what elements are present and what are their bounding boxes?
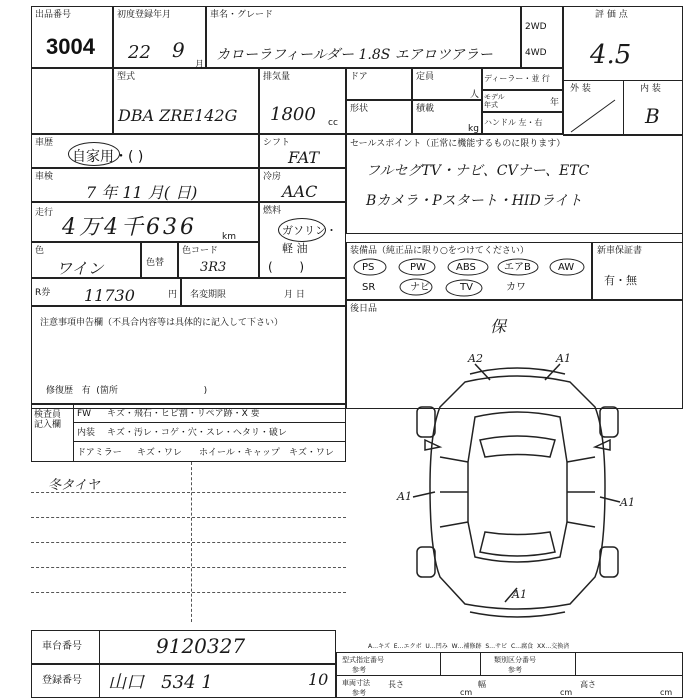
warranty-label: 新車保証書 xyxy=(597,246,643,256)
mirror-options: キズ・ワレ xyxy=(137,448,182,458)
lot-lower-box xyxy=(31,68,113,134)
fuel-circle xyxy=(278,218,326,242)
mark-a1-front: A1 xyxy=(556,352,571,365)
sales-line2: Bカメラ・Pスタート・HIDライト xyxy=(366,193,583,209)
month-unit: 月 xyxy=(195,60,205,70)
ac-value: AAC xyxy=(282,182,318,201)
r-unit: 円 xyxy=(168,290,178,300)
name-label: 車名・グレード xyxy=(210,10,274,20)
name-value: カローラフィールダー 1.8S エアロツアラー xyxy=(216,47,493,63)
wheel-label: ホイール・キャップ xyxy=(199,448,280,458)
cm-3: cm xyxy=(660,688,673,697)
name-change-unit: 月 日 xyxy=(284,290,305,300)
equip-label: 装備品（純正品に限り○をつけてください） xyxy=(350,246,529,256)
hand-note: 冬タイヤ xyxy=(48,478,100,493)
fuel-value: ガソリン・軽 油 xyxy=(282,224,337,255)
car-diagram xyxy=(395,352,640,622)
ext-label: 外 装 xyxy=(570,84,591,94)
len-label: 長さ xyxy=(388,680,404,689)
plate-value: 山口 534 1 xyxy=(108,672,213,693)
equip-abs: ABS xyxy=(456,262,476,273)
ext-slash-mark xyxy=(565,96,621,136)
fw-options: キズ・飛石・ヒビ割・リペア跡・X 要 xyxy=(107,409,260,419)
reg-year: 22 xyxy=(128,42,151,63)
lot-number: 3004 xyxy=(46,34,95,59)
ext-int-divider xyxy=(623,80,624,136)
wid-label: 幅 xyxy=(478,680,486,689)
cap-unit: 人 xyxy=(470,90,480,100)
plate-label: 登録番号 xyxy=(42,675,82,686)
hei-label: 高さ xyxy=(580,680,596,689)
dealer-label: ディーラー・並 行 xyxy=(484,74,550,83)
equip-ps: PS xyxy=(362,262,375,273)
inspect-value: 7 年 11 月( 日) xyxy=(86,183,198,202)
equip-sr: SR xyxy=(362,282,376,293)
class-label: 類別区分番号 xyxy=(494,656,536,664)
wheel-options: キズ・ワレ xyxy=(289,448,334,458)
name-change-label: 名変期限 xyxy=(190,290,227,300)
color-change-label: 色替 xyxy=(146,258,165,268)
plate-class: 10 xyxy=(308,670,329,689)
mark-a1-rear: A1 xyxy=(512,588,527,601)
sales-line1: フルセグTV・ナビ、CVナー、ETC xyxy=(366,163,590,179)
mileage-unit: km xyxy=(222,232,236,242)
wd2-label: 2WD xyxy=(525,22,547,32)
type-label: 型式指定番号 xyxy=(342,656,384,664)
color-value: ワイン xyxy=(56,259,104,278)
equip-pw: PW xyxy=(410,262,426,273)
mileage-label: 走行 xyxy=(35,208,54,218)
equip-circles xyxy=(346,256,592,300)
r-label: R券 xyxy=(35,288,51,298)
int-label: 内 装 xyxy=(640,84,661,94)
shift-label: シフト xyxy=(263,138,291,148)
cm-1: cm xyxy=(460,688,473,697)
sales-label: セールスポイント（正常に機能するものに限ります） xyxy=(350,139,566,149)
inspector-grid xyxy=(73,404,346,462)
mark-a2: A2 xyxy=(468,352,483,365)
chassis-value: 9120327 xyxy=(156,634,246,658)
equip-aw: AW xyxy=(558,262,575,273)
door-label: ドア xyxy=(350,72,368,82)
color-code-value: 3R3 xyxy=(200,260,227,275)
mark-a1-right: A1 xyxy=(620,496,635,509)
usage-label: 車歴 xyxy=(35,138,54,148)
model-label: 型式 xyxy=(117,72,136,82)
disp-value: 1800 xyxy=(270,104,316,125)
wd4-label: 4WD xyxy=(525,48,547,58)
warranty-value: 有・無 xyxy=(604,274,637,287)
r-value: 11730 xyxy=(84,286,135,305)
weight-unit: kg xyxy=(468,124,479,134)
model-value: DBA ZRE142G xyxy=(118,106,238,125)
handle-label: ハンドル 左・右 xyxy=(484,118,543,127)
fuel-label: 燃料 xyxy=(263,206,282,216)
year-unit: 年 xyxy=(550,98,560,108)
usage-circle xyxy=(68,142,120,166)
fuel-paren: ( ) xyxy=(268,260,305,274)
mileage-value: 4万4千636 xyxy=(62,215,197,240)
notes-label: 注意事項申告欄（不具合内容等は具体的に記入して下さい） xyxy=(40,318,284,328)
disp-label: 排気量 xyxy=(263,72,291,82)
after-value: 保 xyxy=(490,317,507,336)
mirror-label: ドアミラー xyxy=(77,448,122,458)
ac-label: 冷房 xyxy=(263,172,282,182)
interior-options: キズ・汚レ・コゲ・穴・スレ・ヘタリ・破レ xyxy=(107,428,287,438)
after-label: 後日品 xyxy=(350,304,378,314)
type-sub: 参考 xyxy=(352,666,366,674)
disp-unit: cc xyxy=(328,118,338,128)
equip-navi: ナビ xyxy=(410,282,430,293)
chassis-label: 車台番号 xyxy=(42,641,82,652)
shape-label: 形状 xyxy=(350,104,369,114)
interior-label: 内装 xyxy=(77,428,96,438)
usage-box xyxy=(31,134,259,168)
mark-a1-left: A1 xyxy=(397,490,412,503)
int-score: B xyxy=(645,104,660,128)
usage-value: 自家用・( ) xyxy=(72,149,144,165)
size-label: 車両寸法 xyxy=(342,679,370,687)
repair-label: 修復歴 有 (箇所 ) xyxy=(46,386,208,396)
class-sub: 参考 xyxy=(508,666,522,674)
shift-value: FAT xyxy=(288,148,320,167)
equip-leather: カワ xyxy=(506,282,526,293)
wd-box xyxy=(521,6,563,68)
cap-label: 定員 xyxy=(416,72,435,82)
size-sub: 参考 xyxy=(352,689,366,697)
weight-label: 積載 xyxy=(416,104,435,114)
inspector-label: 検査員 記入欄 xyxy=(34,410,62,430)
score-label: 評 価 点 xyxy=(595,10,628,20)
fw-label: FW xyxy=(77,409,92,419)
first-reg-label: 初度登録年月 xyxy=(117,10,172,20)
sales-box xyxy=(346,134,683,234)
score-value: 4.5 xyxy=(590,40,632,70)
color-code-label: 色コード xyxy=(182,246,219,256)
color-label: 色 xyxy=(35,246,45,256)
year-label: モデル 年式 xyxy=(484,93,505,109)
lot-label: 出品番号 xyxy=(35,10,72,20)
reg-month: 9 xyxy=(172,38,185,62)
inspect-label: 車検 xyxy=(35,172,54,182)
equip-airbag: エアB xyxy=(504,262,531,273)
equip-tv: TV xyxy=(460,282,473,293)
cm-2: cm xyxy=(560,688,573,697)
damage-legend: A…キズ E…エクボ U…凹み W…補修跡 S…サビ C…腐食 XX…交換済 xyxy=(368,643,570,650)
